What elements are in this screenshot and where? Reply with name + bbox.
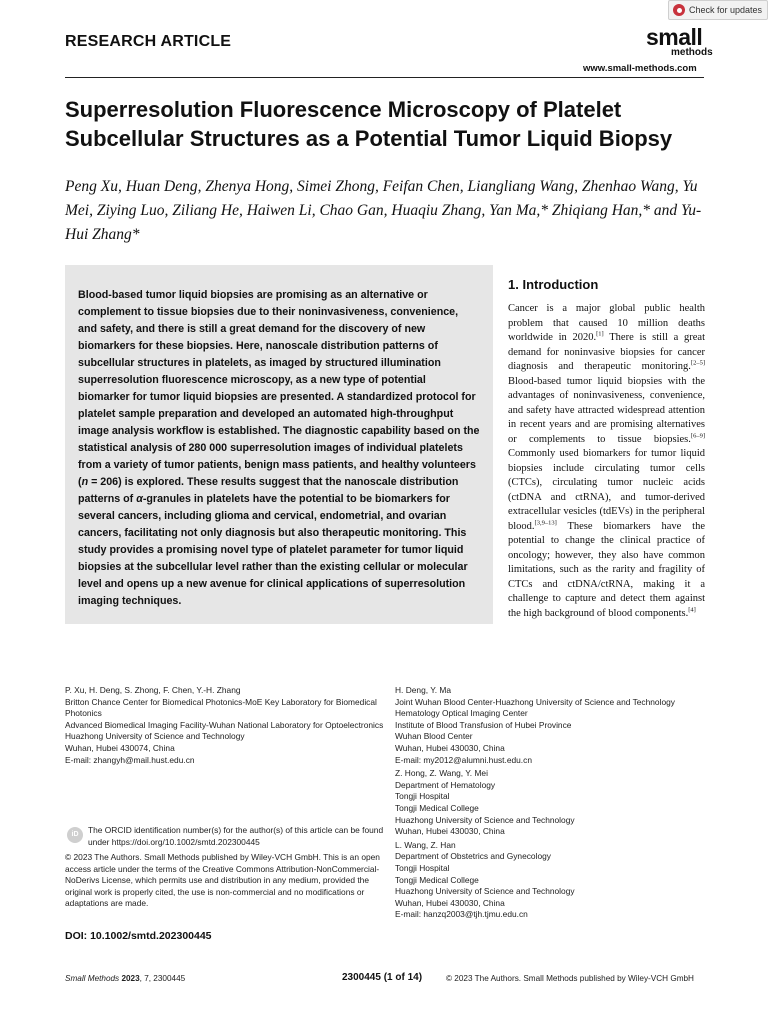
orcid-note (65, 825, 385, 848)
intro-text-1: Cancer is a major global public health problem that caused 10 million deaths worldwide in 2020. (508, 303, 705, 343)
license-note: © 2023 The Authors. Small Methods published by Wiley-VCH GmbH. This is an open access article under the terms of the Creative Commons Attribution-NonCommercial-NoDerivs License, which permits use and distribution in any medium, provided the original work is properly cited, the use is non-commercial and no modifications or adaptations are made. (65, 852, 380, 909)
orcid-text[interactable]: The ORCID identification number(s) for the author(s) of this article can be found under https://doi.org/10.1002/smtd.202300445 (88, 825, 384, 847)
affiliation-line: L. Wang, Z. Han (395, 839, 456, 850)
affiliation-email[interactable]: E-mail: hanzq2003@tjh.tjmu.edu.cn (395, 909, 528, 920)
article-title: Superresolution Fluorescence Microscopy of Platelet Subcellular Structures as a Potential Tumor Liquid Biopsy (65, 97, 673, 151)
journal-logo-word-small: small (646, 24, 703, 50)
citation-link[interactable]: [6–9] (690, 432, 705, 439)
affiliation-line: Wuhan, Hubei 430030, China (395, 742, 505, 753)
affiliation-block (395, 768, 705, 838)
affiliation-line: Tongji Hospital (395, 862, 450, 873)
affiliation-line: Tongji Medical College (395, 874, 479, 885)
footer-journal-name: Small Methods (65, 974, 120, 983)
author-list: Peng Xu, Huan Deng, Zhenya Hong, Simei Zhong, Feifan Chen, Liangliang Wang, Zhenhao Wang, Yu Mei, Ziying Luo, Ziliang He, Haiwen Li, Chao Gan, Huaqiu Zhang, Yan Ma,* Zhiqiang Han,* and Yu-Hui Zhang* (65, 178, 702, 243)
affiliation-line: Institute of Blood Transfusion of Hubei Province (395, 719, 572, 730)
introduction-heading: 1. Introduction (508, 277, 599, 292)
affiliation-line: Department of Hematology (395, 779, 496, 790)
crossmark-icon (673, 4, 685, 16)
affiliation-line: Wuhan, Hubei 430074, China (65, 742, 175, 753)
affiliation-line: Wuhan, Hubei 430030, China (395, 897, 505, 908)
footer-year: 2023 (121, 974, 140, 983)
abstract-part-1: Blood-based tumor liquid biopsies are promising as an alternative or complement to tissue biopsies due to their noninvasiveness, convenience, and safety, and there is still a great demand for the discovery of new biomarkers for these biopsies. Here, nanoscale distribution patterns of subcellular structures in platelets, as imaged by structured illumination superresolution fluorescence microscopy, as a new type of potential biomarker for tumor liquid biopsies are presented. A standardized protocol for platelet sample preparation and developed an automated high-throughput image analysis workflow is established. The diagnostic capability based on the statistical analysis of 280 000 superresolution images of individual platelets from a variety of tumor patients, benign mass patients, and healthy volunteers ( (78, 289, 480, 488)
citation-link[interactable]: [2–5] (690, 359, 705, 367)
affiliation-line: Wuhan Blood Center (395, 731, 473, 742)
affiliation-line: Z. Hong, Z. Wang, Y. Mei (395, 768, 488, 779)
introduction-text (508, 302, 705, 621)
affiliation-line: Tongji Medical College (395, 802, 479, 813)
citation-link[interactable]: [1] (596, 330, 604, 338)
intro-text-4: Commonly used biomarkers for tumor liquid biopsies include circulating tumor cells (CTCs), circulating tumor nucleic acids (ctDNA and ctRNA), and tumor-derived extracellular vesicles (tdEVs) in the peripheral blood. (508, 448, 705, 532)
affiliation-line: H. Deng, Y. Ma (395, 685, 452, 695)
doi-link[interactable]: DOI: 10.1002/smtd.202300445 (65, 930, 212, 942)
check-for-updates-label: Check for updates (689, 5, 763, 15)
footer-copyright: © 2023 The Authors. Small Methods published by Wiley-VCH GmbH (446, 974, 694, 983)
intro-text-5: These biomarkers have the potential to change the clinical practice of oncology; however, they also have common limitations, such as the rarity and fragility of CTCs and ctDNA/ctRNA, making it a challenge to capture and detect them against the high background of blood components. (508, 520, 705, 619)
abstract-part-3: -granules in platelets have the potential to be biomarkers for several cancers, including glioma and cervical, endometrial, and ovarian cancers, facilitating not only diagnosis but also therapeutic monitoring. This study provides a promising novel type of platelet parameter for tumor liquid biopsies at the subcellular level rather than the existing cellular or molecular level and opens up a new avenue for clinical applications of superresolution imaging techniques. (78, 493, 468, 607)
affiliation-email[interactable]: E-mail: zhangyh@mail.hust.edu.cn (65, 754, 195, 765)
abstract-text (78, 287, 480, 610)
abstract-panel (65, 265, 493, 624)
affiliation-line: Huazhong University of Science and Technology (395, 886, 575, 897)
footer-volume: , 7, 2300445 (139, 974, 186, 983)
article-type-label: RESEARCH ARTICLE (65, 33, 232, 50)
check-for-updates-button[interactable] (668, 0, 768, 20)
affiliation-line: Joint Wuhan Blood Center-Huazhong University of Science and Technology Hematology Optical Imaging Center (395, 696, 675, 719)
abstract-alpha-symbol: α (136, 493, 143, 505)
citation-link[interactable]: [3,9–13] (534, 519, 557, 526)
affiliation-line: Wuhan, Hubei 430030, China (395, 826, 505, 837)
intro-text-3: Blood-based tumor liquid biopsies with the advantages of noninvasiveness, convenience, and safety have attracted widespread attention in recent years and are promising alternatives or complements to tissue biopsies. (508, 375, 705, 445)
journal-logo-word-methods: methods (671, 47, 713, 58)
intro-text-2: There is still a great demand for noninvasive biopsies for cancer diagnosis and therapeutic monitoring. (508, 332, 706, 372)
abstract-n-symbol: n (81, 476, 89, 488)
header-divider (65, 77, 704, 78)
affiliation-line: Huazhong University of Science and Technology (395, 814, 575, 825)
affiliations-left (65, 685, 385, 766)
footer-citation (65, 974, 185, 983)
citation-link[interactable]: [4] (688, 606, 696, 613)
affiliation-line: Tongji Hospital (395, 791, 450, 802)
affiliation-block (395, 685, 705, 766)
orcid-icon: iD (67, 827, 83, 843)
affiliation-line: Advanced Biomedical Imaging Facility-Wuhan National Laboratory for Optoelectronics (65, 719, 384, 730)
affiliation-email[interactable]: E-mail: my2012@alumni.hust.edu.cn (395, 754, 532, 765)
affiliations-right (395, 685, 705, 923)
affiliation-line: P. Xu, H. Deng, S. Zhong, F. Chen, Y.-H. Zhang (65, 685, 241, 695)
abstract-part-2: = 206) is explored. These results suggest that the nanoscale distribution patterns of (78, 476, 459, 505)
affiliation-line: Britton Chance Center for Biomedical Photonics-MoE Key Laboratory for Biomedical Photonics (65, 696, 377, 719)
affiliation-block (395, 840, 705, 921)
footer-page-number: 2300445 (1 of 14) (342, 972, 423, 983)
affiliation-line: Huazhong University of Science and Technology (65, 731, 245, 742)
journal-url-link[interactable]: www.small-methods.com (583, 63, 697, 74)
affiliation-line: Department of Obstetrics and Gynecology (395, 851, 551, 862)
